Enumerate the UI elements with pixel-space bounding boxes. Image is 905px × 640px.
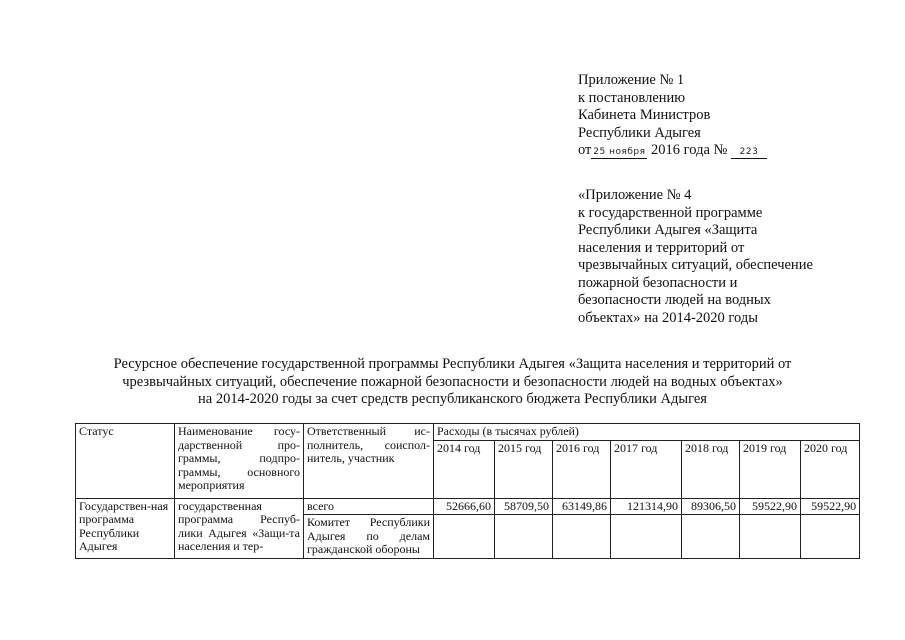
- year-header: 2020 год: [801, 440, 860, 498]
- year-header: 2018 год: [682, 440, 740, 498]
- appendix1-line: Кабинета Министров: [578, 107, 711, 123]
- header-responsible: Ответственный ис-полнитель, соиспол-нитель, участник: [304, 424, 434, 499]
- resource-table: [75, 423, 860, 559]
- appendix4-line: к государственной программе: [578, 204, 763, 221]
- title-line: на 2014-2020 годы за счет средств республиканского бюджета Республики Адыгея: [198, 391, 707, 407]
- number-field: [731, 144, 767, 159]
- year-header: 2017 год: [611, 440, 682, 498]
- number-handwritten: 223: [739, 147, 759, 157]
- empty-cell: [801, 515, 860, 559]
- row-committee: Комитет Республики Адыгея по делам гражданской обороны: [304, 515, 434, 559]
- header-status: Статус: [76, 424, 175, 499]
- date-mid: 2016 года №: [651, 142, 728, 158]
- empty-cell: [740, 515, 801, 559]
- document-title: [0, 356, 905, 409]
- date-handwritten: 25 ноября: [593, 147, 646, 157]
- empty-cell: [434, 515, 495, 559]
- header-name: Наименование госу-дарственной про-граммы, подпро-граммы, основного мероприятия: [175, 424, 304, 499]
- appendix4-line: пожарной безопасности и: [578, 274, 738, 291]
- total-value: 58709,50: [495, 498, 553, 515]
- appendix4-line: безопасности людей на водных: [578, 292, 771, 308]
- total-value: 59522,90: [801, 498, 860, 515]
- date-prefix: от: [578, 142, 592, 158]
- appendix4-block: [578, 187, 813, 327]
- appendix4-line: Республики Адыгея «Защита: [578, 222, 758, 238]
- header-row: [76, 424, 860, 441]
- date-field: [591, 144, 647, 159]
- header-expenses: Расходы (в тысячах рублей): [434, 424, 860, 441]
- year-header: 2019 год: [740, 440, 801, 498]
- appendix1-line: Республики Адыгея: [578, 124, 701, 141]
- appendix4-line: чрезвычайных ситуаций, обеспечение: [578, 257, 813, 273]
- row-program-name: государственная программа Респуб-лики Адыгея «Защи-та населения и тер-: [175, 498, 304, 558]
- total-value: 121314,90: [611, 498, 682, 515]
- year-header: 2014 год: [434, 440, 495, 498]
- empty-cell: [553, 515, 611, 559]
- empty-cell: [495, 515, 553, 559]
- appendix4-line: объектах» на 2014-2020 годы: [578, 309, 758, 326]
- appendix4-line: населения и территорий от: [578, 239, 745, 256]
- total-value: 59522,90: [740, 498, 801, 515]
- row-total-label: всего: [304, 498, 434, 515]
- table-row-total: [76, 498, 860, 515]
- appendix1-date-line: [578, 142, 767, 160]
- total-value: 89306,50: [682, 498, 740, 515]
- total-value: 63149,86: [553, 498, 611, 515]
- total-value: 52666,60: [434, 498, 495, 515]
- empty-cell: [682, 515, 740, 559]
- appendix1-block: [578, 72, 767, 160]
- appendix1-line: Приложение № 1: [578, 72, 685, 88]
- row-status: Государствен-ная программа Республики Адыгея: [76, 498, 175, 558]
- appendix1-line: к постановлению: [578, 89, 686, 106]
- empty-cell: [611, 515, 682, 559]
- year-header: 2016 год: [553, 440, 611, 498]
- appendix4-line: «Приложение № 4: [578, 187, 692, 203]
- year-header: 2015 год: [495, 440, 553, 498]
- title-line: чрезвычайных ситуаций, обеспечение пожарной безопасности и безопасности людей на водных объектах»: [122, 373, 783, 390]
- title-line: Ресурсное обеспечение государственной программы Республики Адыгея «Защита населения и территорий от: [113, 356, 792, 372]
